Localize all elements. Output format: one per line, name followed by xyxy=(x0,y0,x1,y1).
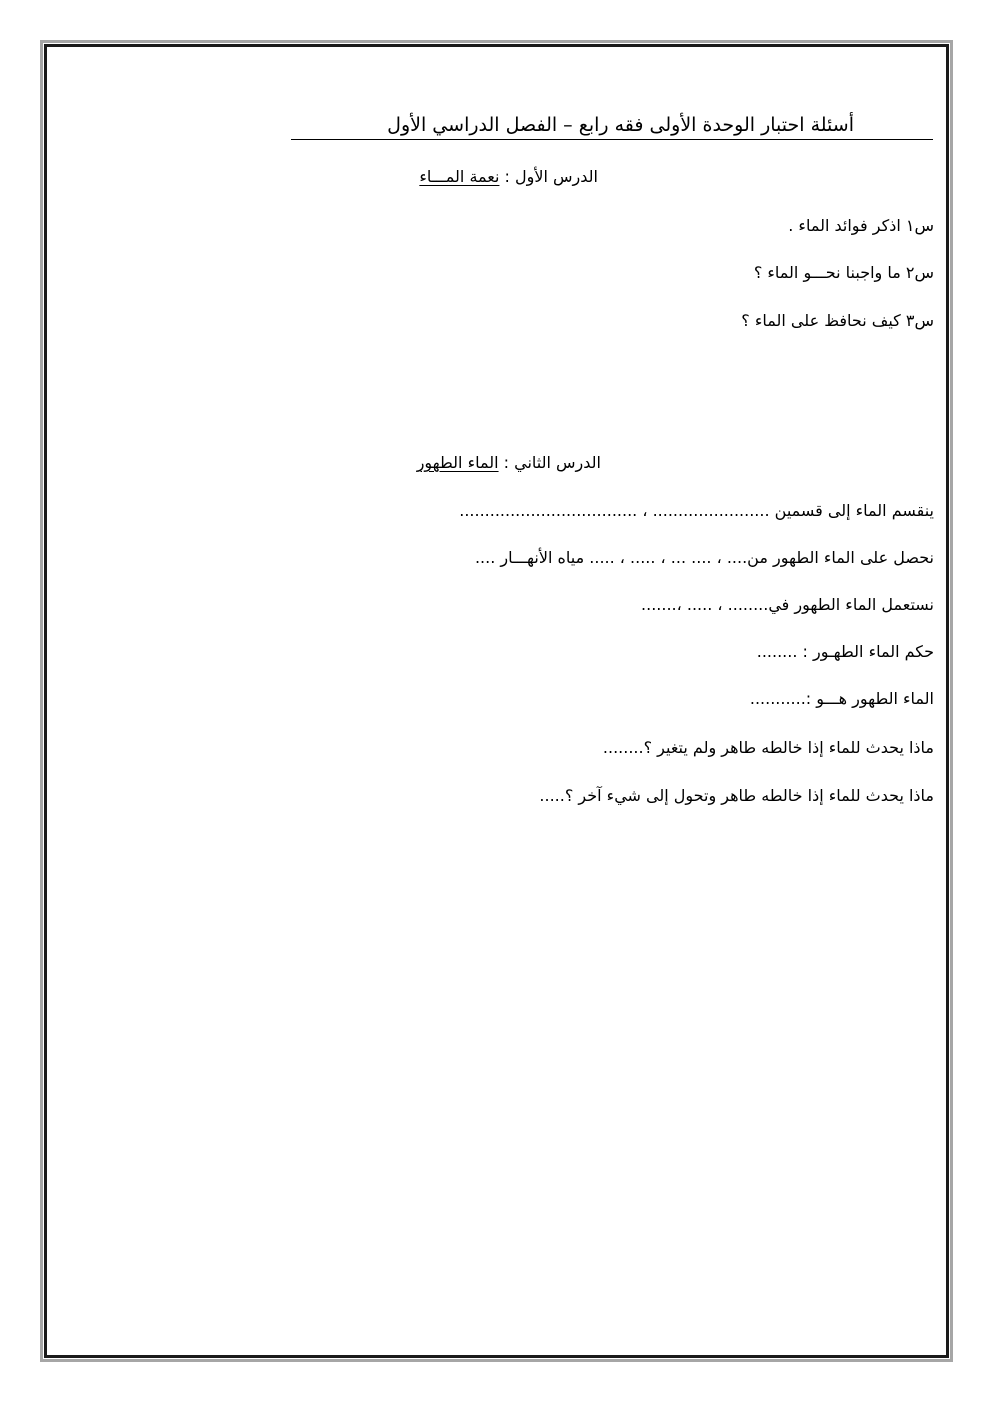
lesson-2-item-2: نحصل على الماء الطهور من.... ، .... ... ، ..... ، ..... مياه الأنهـــار .... xyxy=(474,548,934,567)
lesson-2-item-4: حكم الماء الطهـور : ........ xyxy=(756,642,934,661)
lesson-2-item-1: ينقسم الماء إلى قسمين ....................... ، ................................... xyxy=(459,501,934,520)
lesson-2-item-6: ماذا يحدث للماء إذا خالطه طاهر ولم يتغير ؟........ xyxy=(602,738,934,757)
lesson-2-prefix: الدرس الثاني : xyxy=(498,453,601,472)
lesson-2-name: الماء الطهور xyxy=(416,453,499,472)
page-title: أسئلة احتبار الوحدة الأولى فقه رابع – الفصل الدراسي الأول xyxy=(387,114,854,136)
lesson-2-item-7: ماذا يحدث للماء إذا خالطه طاهر وتحول إلى شيء آخر ؟..... xyxy=(539,786,934,805)
lesson-1-prefix: الدرس الأول : xyxy=(499,167,598,186)
lesson-1-heading xyxy=(419,166,598,188)
lesson-2-item-3: نستعمل الماء الطهور في........ ، ..... ،....... xyxy=(641,595,934,614)
lesson-1-name: نعمة المـــاء xyxy=(419,167,500,186)
title-underline xyxy=(291,139,933,140)
lesson-2-item-5: الماء الطهور هـــو :........... xyxy=(749,689,934,708)
lesson-1-question-3: س٣ كيف نحافظ على الماء ؟ xyxy=(741,311,934,330)
lesson-1-question-1: س١ اذكر فوائد الماء . xyxy=(788,216,934,235)
lesson-1-question-2: س٢ ما واجبنا نحـــو الماء ؟ xyxy=(753,263,934,282)
lesson-2-heading xyxy=(417,452,601,474)
